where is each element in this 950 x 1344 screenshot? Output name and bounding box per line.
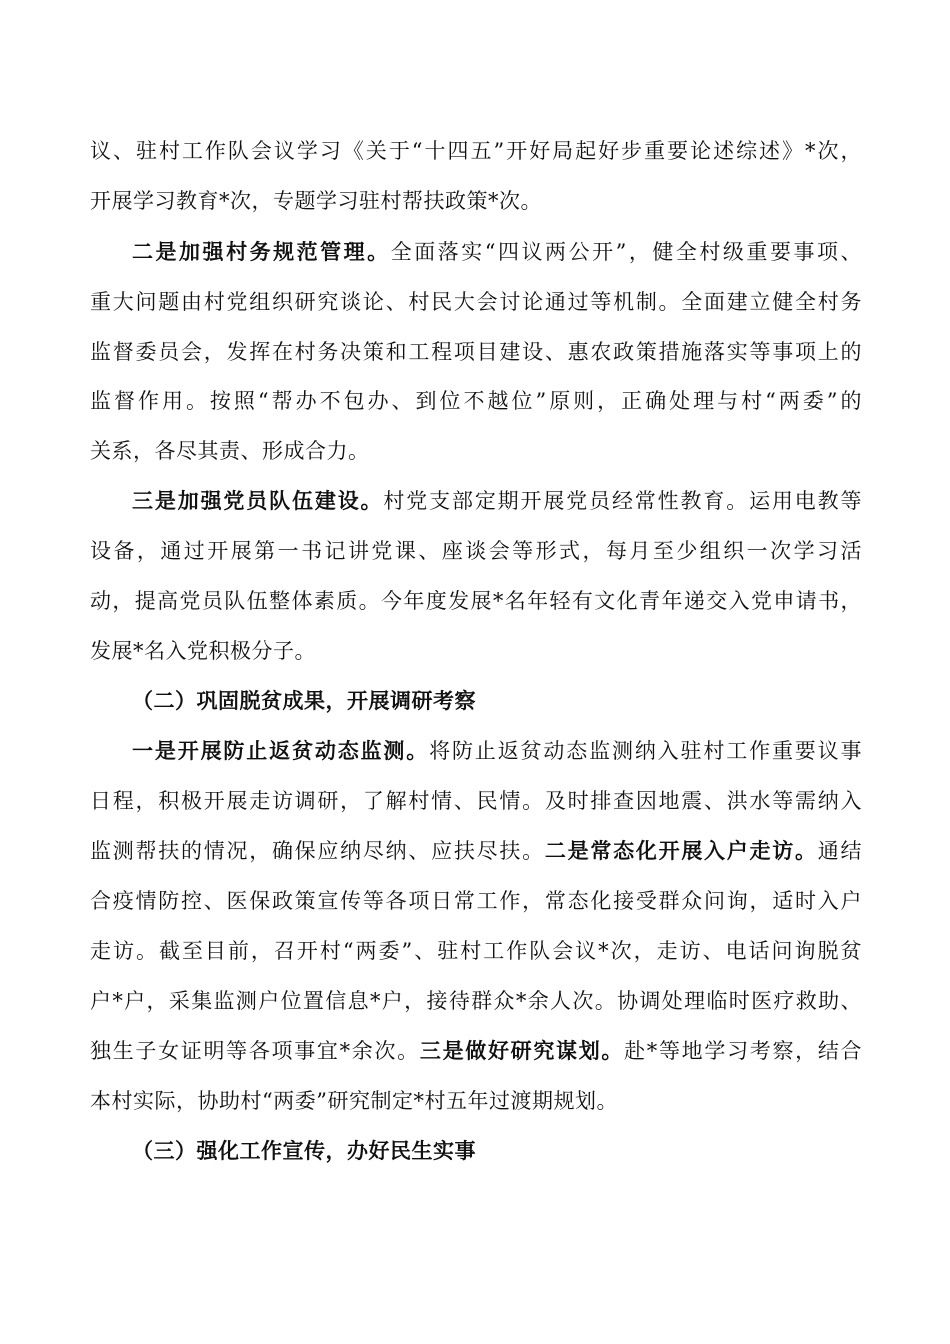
bold-lead-phrase: 三是加强党员队伍建设。: [132, 488, 384, 513]
paragraph-line: 开展学习教育*次，专题学习驻村帮扶政策*次。: [90, 189, 542, 213]
paragraph-line: 议、驻村工作队会议学习《关于“十四五”开好局起好步重要论述综述》*次，: [90, 139, 862, 163]
bold-lead-phrase: 一是开展防止返贫动态监测。: [132, 738, 430, 763]
paragraph-line: 户*户，采集监测户位置信息*户，接待群众*余人次。协调处理临时医疗救助、: [90, 989, 862, 1013]
section-heading: （三）强化工作宣传，办好民生实事: [132, 1138, 476, 1163]
bold-lead-phrase: 二是加强村务规范管理。: [132, 239, 391, 264]
paragraph-line: 动，提高党员队伍整体素质。今年度发展*名年轻有文化青年递交入党申请书，: [90, 589, 862, 613]
paragraph-line: 监督作用。按照“帮办不包办、到位不越位”原则，正确处理与村“两委”的: [90, 389, 862, 413]
paragraph-line: 监测帮扶的情况，确保应纳尽纳、应扶尽扶。二是常态化开展入户走访。通结: [90, 838, 862, 863]
paragraph-line: 发展*名入党积极分子。: [90, 639, 316, 663]
paragraph-line: 独生子女证明等各项事宜*余次。三是做好研究谋划。赴*等地学习考察，结合: [90, 1038, 862, 1063]
bold-lead-phrase: 二是常态化开展入户走访。: [544, 838, 818, 863]
paragraph-line: 重大问题由村党组织研究谈论、村民大会讨论通过等机制。全面建立健全村务: [90, 290, 862, 314]
paragraph-line: 三是加强党员队伍建设。村党支部定期开展党员经常性教育。运用电教等: [132, 488, 862, 513]
paragraph-line: 二是加强村务规范管理。全面落实“四议两公开”，健全村级重要事项、: [132, 239, 862, 264]
paragraph-line: 本村实际，协助村“两委”研究制定*村五年过渡期规划。: [90, 1089, 618, 1113]
bold-lead-phrase: 三是做好研究谋划。: [419, 1038, 625, 1063]
paragraph-line: 设备，通过开展第一书记讲党课、座谈会等形式，每月至少组织一次学习活: [90, 539, 862, 563]
paragraph-line: 一是开展防止返贫动态监测。将防止返贫动态监测纳入驻村工作重要议事: [132, 738, 862, 763]
paragraph-line: 关系，各尽其责、形成合力。: [90, 439, 370, 463]
section-heading: （二）巩固脱贫成果，开展调研考察: [132, 688, 476, 713]
paragraph-line: 监督委员会，发挥在村务决策和工程项目建设、惠农政策措施落实等事项上的: [90, 340, 862, 364]
paragraph-line: 日程，积极开展走访调研，了解村情、民情。及时排查因地震、洪水等需纳入: [90, 789, 862, 813]
paragraph-line: 走访。截至目前，召开村“两委”、驻村工作队会议*次，走访、电话问询脱贫: [90, 939, 862, 963]
paragraph-line: 合疫情防控、医保政策宣传等各项日常工作，常态化接受群众问询，适时入户: [90, 889, 862, 913]
